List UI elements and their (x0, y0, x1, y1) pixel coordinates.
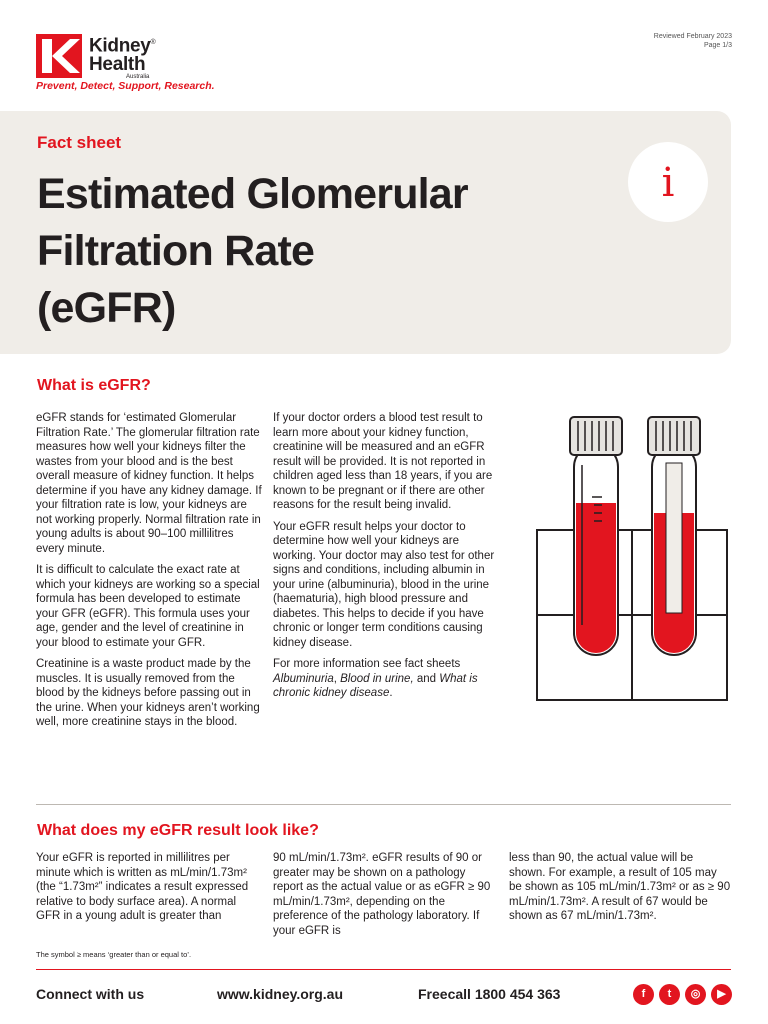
facebook-icon[interactable]: f (633, 984, 654, 1005)
title-line: Estimated Glomerular (37, 170, 468, 218)
page-number: Page 1/3 (703, 42, 732, 49)
more-info-paragraph (273, 657, 501, 701)
instagram-icon[interactable]: ◎ (685, 984, 706, 1005)
logo-wordmark (89, 33, 155, 74)
footer-divider (36, 969, 731, 970)
section1-column-1 (36, 411, 262, 737)
title-line: (eGFR) (37, 284, 176, 332)
tagline: Prevent, Detect, Support, Research. (36, 80, 215, 92)
title-panel (0, 111, 731, 354)
section2-column-3: less than 90, the actual value will be shown. For example, a result of 105 may be shown as 105 mL/min/1.73m² or as ≥ 90 mL/min/1.73m². A result of 67 would be shown as 67 mL/min/1.73m². (509, 852, 731, 922)
reviewed-date: Reviewed February 2023 (653, 33, 732, 40)
link-what-is-ckd[interactable]: What is chronic kidney disease (273, 672, 478, 699)
document-meta (654, 32, 732, 50)
blood-tube-half-icon (648, 417, 700, 655)
page-title (37, 166, 597, 337)
section-heading-what-is-egfr: What is eGFR? (37, 377, 151, 394)
section-heading-egfr-result: What does my eGFR result look like? (37, 822, 319, 839)
info-icon (628, 142, 708, 222)
website-link[interactable]: www.kidney.org.au (217, 986, 344, 1002)
fact-sheet-label: Fact sheet (37, 133, 122, 152)
link-albuminuria[interactable]: Albuminuria (273, 672, 334, 685)
paragraph: Your eGFR result helps your doctor to determine how well your kidneys are working. Your doctor may also test for other signs and conditions, including albumin in your urine (albuminuria), blood in the urine (haematuria), high blood pressure and diabetes. This helps to decide if you have chronic or longer term conditions causing kidney disease. (273, 520, 495, 649)
youtube-icon[interactable]: ▶ (711, 984, 732, 1005)
logo-country: Australia (126, 74, 150, 80)
section2-column-2: 90 mL/min/1.73m². eGFR results of 90 or greater may be shown on a pathology report as the actual value or as eGFR ≥ 90 mL/min/1.73m², depending on the preference of the pathology laboratory. If your eGFR is (273, 852, 491, 937)
more-info-prefix: For more information see fact sheets (273, 658, 461, 670)
paragraph: eGFR stands for ‘estimated Glomerular Filtration Rate.’ The glomerular filtration rate measures how well your kidneys filter the wastes from your blood and is the best overall measure of kidney function. It helps determine if you have any kidney damage. If your filtration rate is low, your kidneys are not working properly. Normal filtration rate in young adults is about 90–100 millilitres every minute. (36, 412, 262, 555)
section1-column-2 (273, 411, 501, 708)
paragraph: If your doctor orders a blood test result to learn more about your kidney function, creatinine will be measured and an eGFR result will be provided. It is not reported in children aged less than 18 years, if you are known to be pregnant or if there are other reasons for the result being invalid. (273, 412, 493, 511)
svg-text:i: i (661, 160, 675, 206)
title-line: Filtration Rate (37, 227, 315, 275)
section2-column-1: Your eGFR is reported in millilitres per minute which is written as mL/min/1.73m² (the “1.73m²” indicates a result expressed relative to body surface area). A normal GFR in a young adult is greater than (36, 852, 249, 922)
section-divider (36, 804, 731, 805)
blood-test-tubes-illustration (530, 405, 735, 710)
kidney-health-k-logo-icon (36, 34, 82, 78)
paragraph: Creatinine is a waste product made by the muscles. It is usually removed from the blood by the kidneys before passing out in the urine. When your kidneys aren’t working well, more creatinine stays in the blood. (36, 658, 260, 728)
sentence-end: . (389, 687, 393, 699)
twitter-icon[interactable]: t (659, 984, 680, 1005)
registered-mark: ® (150, 39, 156, 46)
symbol-footnote: The symbol ≥ means ‘greater than or equal to’. (36, 950, 192, 959)
freecall-number[interactable]: Freecall 1800 454 363 (418, 986, 561, 1002)
separator: and (413, 672, 440, 685)
connect-label: Connect with us (36, 986, 145, 1002)
link-blood-in-urine[interactable]: Blood in urine, (340, 672, 414, 685)
paragraph: It is difficult to calculate the exact rate at which your kidneys are working so a special formula has been developed to estimate your GFR (eGFR). This formula uses your age, gender and the level of creatinine in your blood to estimate your GFR. (36, 564, 260, 649)
separator: , (333, 672, 341, 685)
tube-rack (537, 530, 727, 700)
info-badge (628, 142, 708, 222)
logo-name-line1: Kidney (89, 35, 151, 57)
blood-tube-full-icon (570, 417, 622, 655)
logo-name-line2: Health (89, 54, 146, 76)
